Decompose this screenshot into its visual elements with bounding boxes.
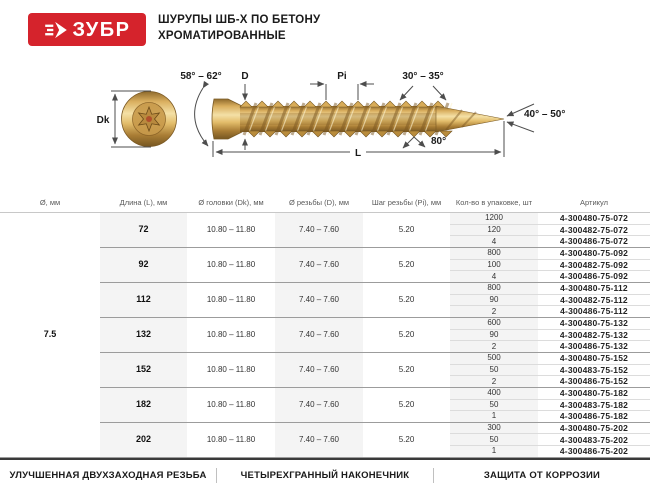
sku-cell: 4-300480-75-152 — [538, 352, 650, 364]
label-thread-angle: 30° – 35° — [402, 71, 444, 82]
head-diameter-cell: 10.80 – 11.80 — [187, 247, 275, 282]
thread-diameter-cell: 7.40 – 7.60 — [275, 387, 363, 422]
thread-angle-annotation — [400, 71, 446, 100]
label-l: L — [354, 148, 362, 159]
column-header: Ø головки (Dk), мм — [187, 192, 275, 213]
sku-cell: 4-300483-75-182 — [538, 399, 650, 411]
feature-tip: ЧЕТЫРЕХГРАННЫЙ НАКОНЕЧНИК — [240, 469, 410, 481]
screw-technical-drawing — [0, 60, 650, 192]
sku-cell: 4-300480-75-112 — [538, 282, 650, 294]
screw-side-view — [212, 99, 504, 139]
sku-cell: 4-300486-75-152 — [538, 376, 650, 388]
quantity-cell: 50 — [450, 399, 538, 411]
thread-diameter-cell: 7.40 – 7.60 — [275, 352, 363, 387]
pitch-cell: 5.20 — [363, 387, 450, 422]
diameter-cell: 7.5 — [0, 213, 100, 458]
quantity-cell: 50 — [450, 434, 538, 446]
length-cell: 92 — [100, 247, 187, 282]
quantity-cell: 100 — [450, 259, 538, 271]
column-header: Ø, мм — [0, 192, 100, 213]
sku-cell: 4-300480-75-202 — [538, 422, 650, 434]
column-header: Длина (L), мм — [100, 192, 187, 213]
sku-cell: 4-300483-75-202 — [538, 434, 650, 446]
quantity-cell: 300 — [450, 422, 538, 434]
length-cell: 182 — [100, 387, 187, 422]
sku-cell: 4-300480-75-072 — [538, 213, 650, 225]
head-diameter-cell: 10.80 – 11.80 — [187, 387, 275, 422]
feature-corrosion: ЗАЩИТА ОТ КОРРОЗИИ — [483, 469, 601, 481]
head-diameter-cell: 10.80 – 11.80 — [187, 422, 275, 457]
thread-diameter-cell: 7.40 – 7.60 — [275, 213, 363, 248]
quantity-cell: 2 — [450, 376, 538, 388]
quantity-cell: 500 — [450, 352, 538, 364]
label-flank-angle: 80° — [431, 136, 447, 147]
quantity-cell: 4 — [450, 236, 538, 248]
label-dk: Dk — [96, 115, 110, 126]
thread-diameter-cell: 7.40 – 7.60 — [275, 247, 363, 282]
sku-cell: 4-300483-75-152 — [538, 364, 650, 376]
head-diameter-cell: 10.80 – 11.80 — [187, 352, 275, 387]
thread-diameter-cell: 7.40 – 7.60 — [275, 317, 363, 352]
column-header: Кол-во в упаковке, шт — [450, 192, 538, 213]
table-header-row — [0, 192, 650, 213]
pitch-cell: 5.20 — [363, 247, 450, 282]
zubr-arrow-icon — [44, 21, 68, 39]
thread-diameter-cell: 7.40 – 7.60 — [275, 422, 363, 457]
quantity-cell: 800 — [450, 282, 538, 294]
quantity-cell: 800 — [450, 247, 538, 259]
sku-cell: 4-300486-75-132 — [538, 341, 650, 353]
quantity-cell: 400 — [450, 387, 538, 399]
label-head-angle: 58° – 62° — [180, 71, 222, 82]
flank-angle-annotation — [403, 136, 446, 148]
sku-cell: 4-300482-75-112 — [538, 294, 650, 306]
pi-dimension — [310, 71, 374, 100]
sku-cell: 4-300482-75-092 — [538, 259, 650, 271]
sku-cell: 4-300486-75-072 — [538, 236, 650, 248]
length-cell: 112 — [100, 282, 187, 317]
pitch-cell: 5.20 — [363, 213, 450, 248]
features-bar — [0, 458, 650, 488]
thread-diameter-cell: 7.40 – 7.60 — [275, 282, 363, 317]
tip-angle-annotation — [507, 104, 565, 132]
sku-cell: 4-300486-75-112 — [538, 306, 650, 318]
pitch-cell: 5.20 — [363, 422, 450, 457]
sku-cell: 4-300480-75-182 — [538, 387, 650, 399]
length-cell: 152 — [100, 352, 187, 387]
label-pi: Pi — [337, 71, 347, 82]
quantity-cell: 1200 — [450, 213, 538, 225]
label-d: D — [241, 71, 249, 82]
column-header: Шаг резьбы (Pi), мм — [363, 192, 450, 213]
sku-cell: 4-300482-75-132 — [538, 329, 650, 341]
quantity-cell: 50 — [450, 364, 538, 376]
table-row — [0, 213, 650, 225]
quantity-cell: 600 — [450, 317, 538, 329]
quantity-cell: 90 — [450, 329, 538, 341]
quantity-cell: 1 — [450, 411, 538, 423]
spec-table — [0, 192, 650, 458]
sku-cell: 4-300486-75-092 — [538, 271, 650, 283]
quantity-cell: 90 — [450, 294, 538, 306]
quantity-cell: 2 — [450, 306, 538, 318]
quantity-cell: 120 — [450, 224, 538, 236]
sku-cell: 4-300482-75-072 — [538, 224, 650, 236]
length-cell: 132 — [100, 317, 187, 352]
label-tip-angle: 40° – 50° — [524, 109, 566, 120]
sku-cell: 4-300486-75-202 — [538, 446, 650, 458]
head-diameter-cell: 10.80 – 11.80 — [187, 282, 275, 317]
column-header: Артикул — [538, 192, 650, 213]
quantity-cell: 4 — [450, 271, 538, 283]
pitch-cell: 5.20 — [363, 352, 450, 387]
quantity-cell: 2 — [450, 341, 538, 353]
title-line-2: ХРОМАТИРОВАННЫЕ — [158, 29, 286, 42]
sku-cell: 4-300480-75-092 — [538, 247, 650, 259]
feature-thread: УЛУЧШЕННАЯ ДВУХЗАХОДНАЯ РЕЗЬБА — [9, 469, 207, 481]
head-diameter-cell: 10.80 – 11.80 — [187, 213, 275, 248]
length-cell: 72 — [100, 213, 187, 248]
title-line-1: ШУРУПЫ ШБ-Х ПО БЕТОНУ — [158, 14, 321, 26]
zubr-logo — [28, 13, 146, 46]
sku-cell: 4-300486-75-182 — [538, 411, 650, 423]
length-cell: 202 — [100, 422, 187, 457]
pitch-cell: 5.20 — [363, 317, 450, 352]
quantity-cell: 1 — [450, 446, 538, 458]
page-title — [158, 13, 320, 44]
column-header: Ø резьбы (D), мм — [275, 192, 363, 213]
sku-cell: 4-300480-75-132 — [538, 317, 650, 329]
head-diameter-cell: 10.80 – 11.80 — [187, 317, 275, 352]
screw-head-front-view — [122, 92, 177, 147]
logo-text: ЗУБР — [72, 18, 131, 41]
pitch-cell: 5.20 — [363, 282, 450, 317]
